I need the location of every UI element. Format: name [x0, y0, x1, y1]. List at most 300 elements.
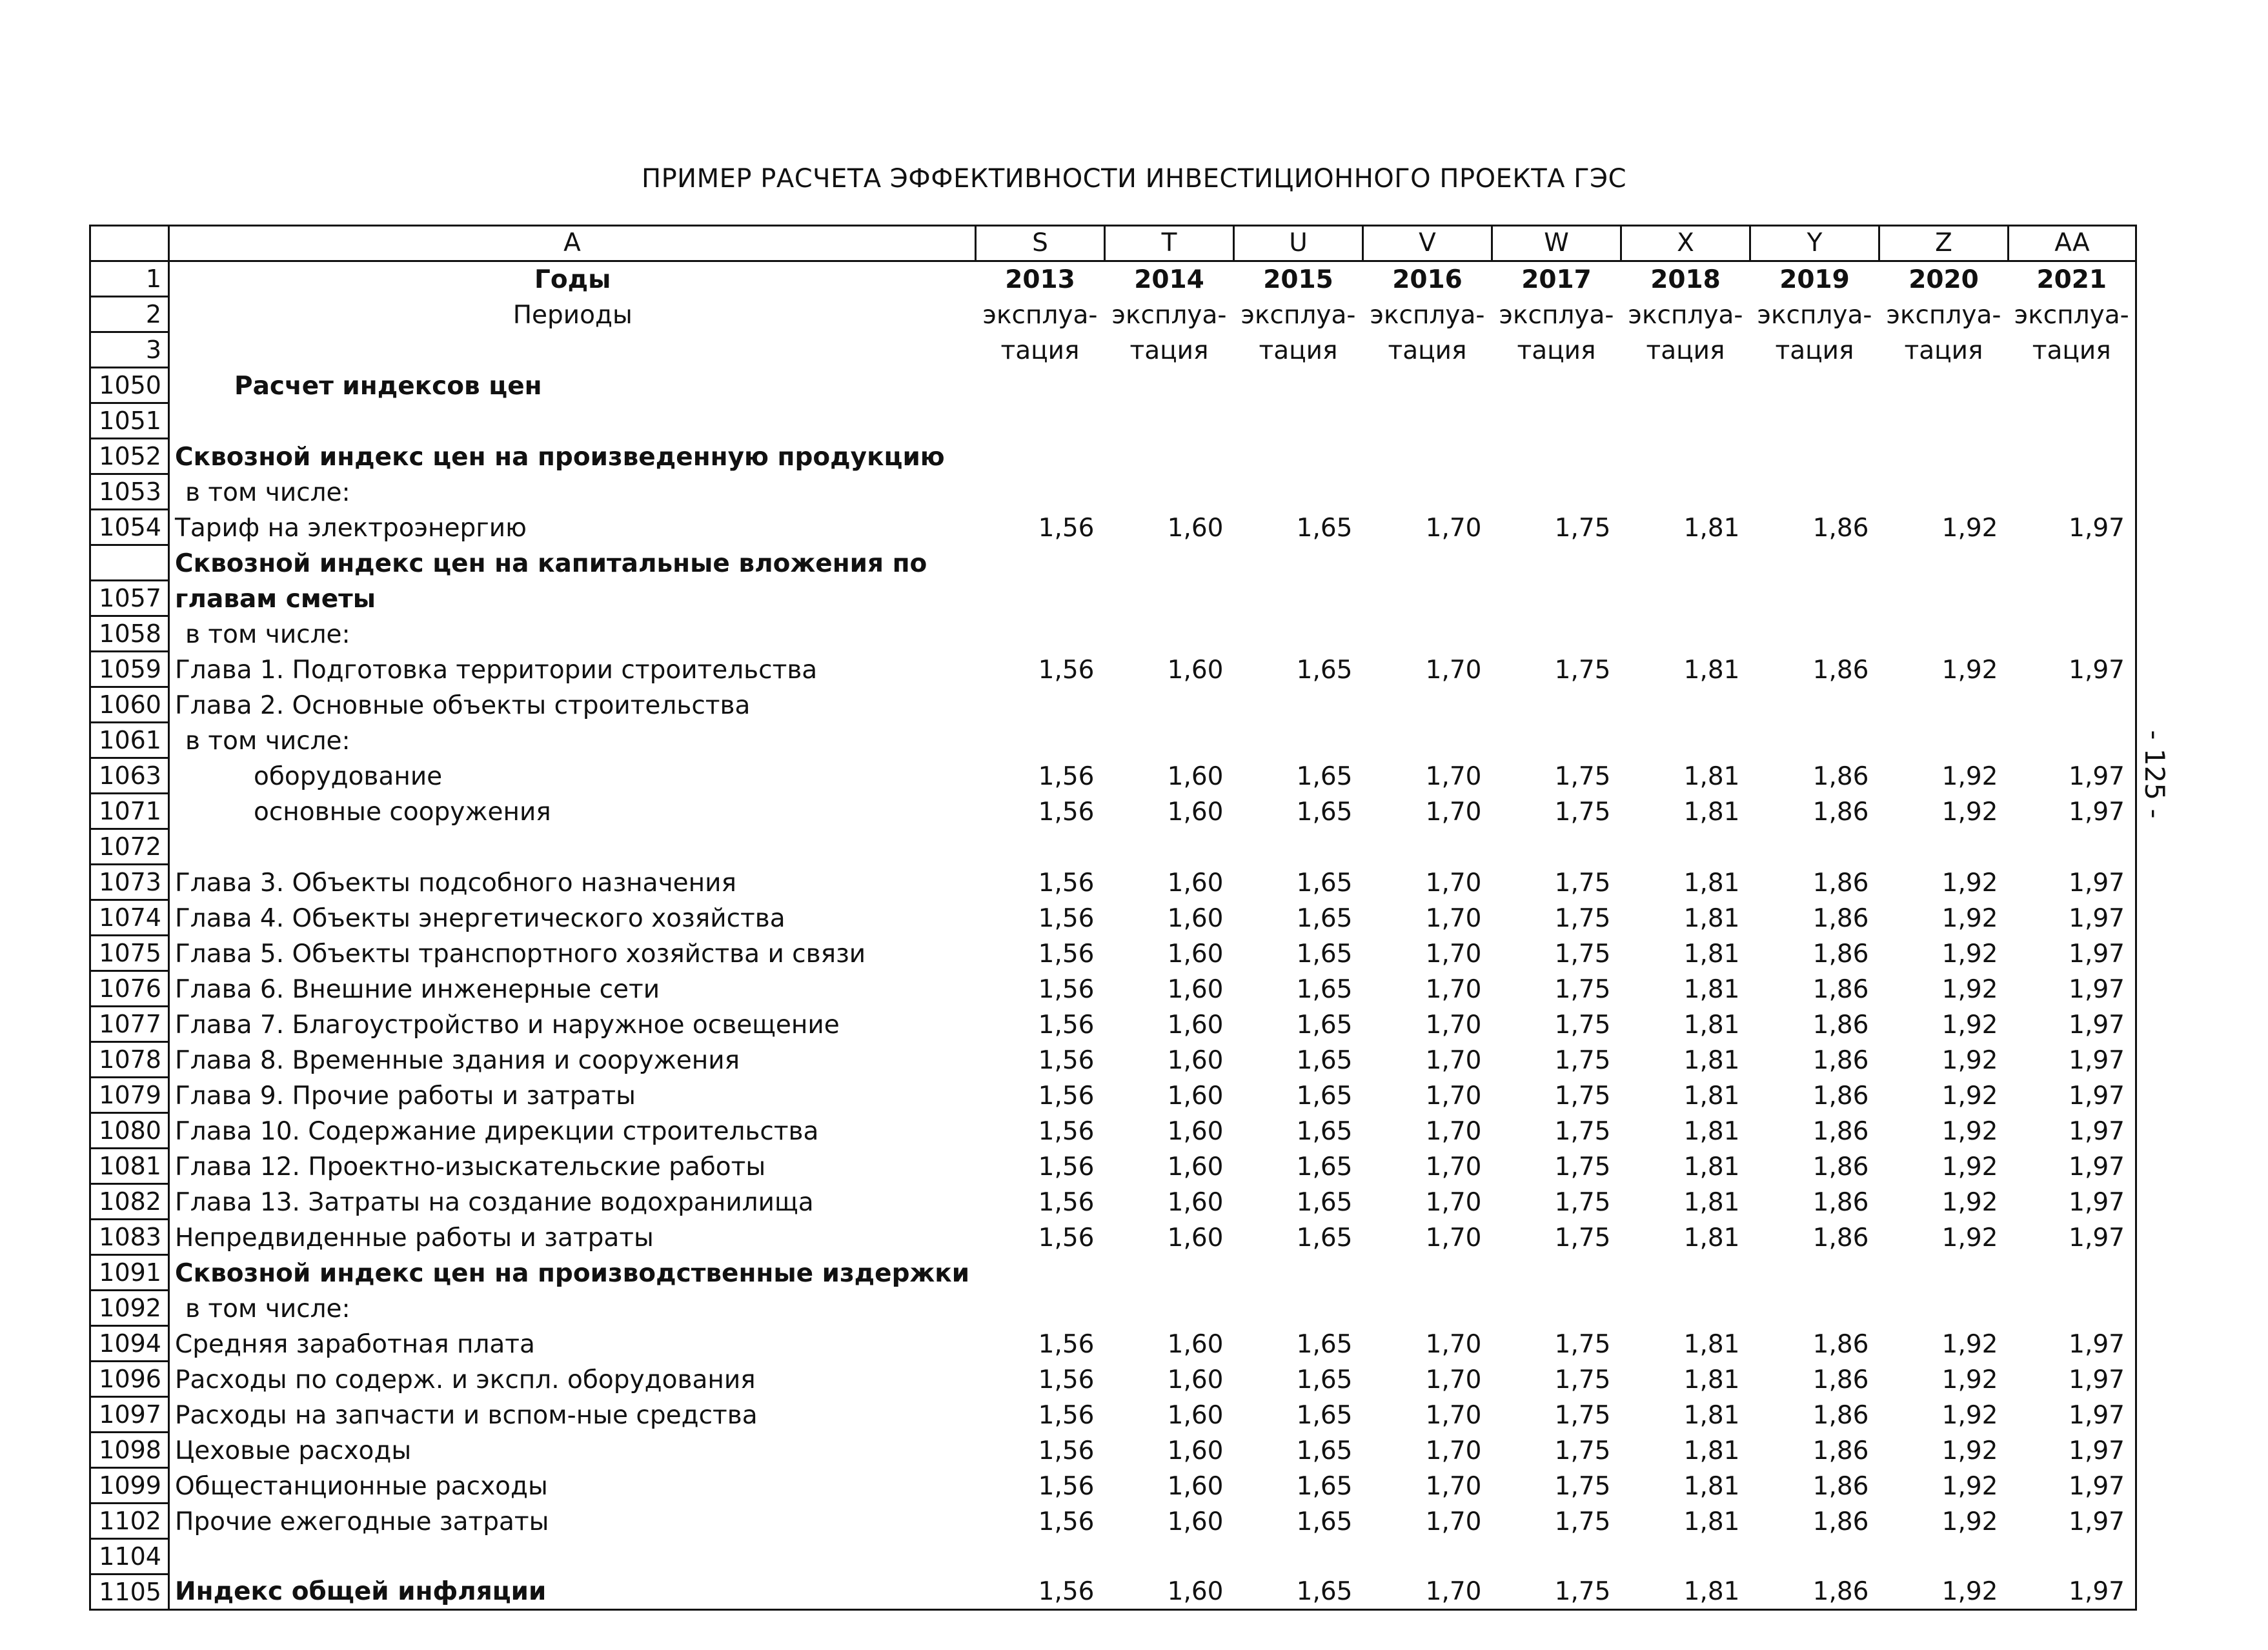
row-number [90, 545, 169, 581]
value-cell [2009, 474, 2136, 510]
value-cell [1363, 687, 1492, 723]
value-cell [1879, 1539, 2009, 1575]
value-cell [2009, 616, 2136, 652]
period-cell: эксплуа- [2009, 297, 2136, 332]
row-label: Глава 4. Объекты энергетического хозяйства [169, 900, 976, 936]
value-cell: 1,70 [1425, 939, 1482, 969]
years-row [90, 261, 2136, 297]
value-cell [1492, 687, 1621, 723]
period-cell: эксплуа- [1757, 300, 1872, 330]
value-cell: 1,81 [1683, 939, 1740, 969]
value-cell: 1,92 [1941, 1365, 1998, 1394]
row-label: Глава 13. Затраты на создание водохранилища [169, 1184, 976, 1220]
value-cell: 1,86 [1812, 868, 1869, 898]
value-cell: 1,70 [1425, 1507, 1482, 1536]
value-cell [1492, 1291, 1621, 1326]
value-cell: 1,97 [2009, 1433, 2136, 1468]
row-number: 1075 [90, 936, 169, 971]
value-cell: 1,86 [1812, 939, 1869, 969]
value-cell: 1,81 [1683, 1045, 1740, 1075]
value-cell: 1,75 [1554, 1081, 1611, 1111]
value-cell: 1,75 [1554, 1116, 1611, 1146]
value-cell: 1,65 [1296, 939, 1353, 969]
value-cell [1750, 723, 1879, 758]
value-cell: 1,86 [1812, 1152, 1869, 1182]
page-number: - 125 - [2139, 730, 2171, 819]
value-cell: 1,97 [2009, 865, 2136, 900]
period-cell: тация [2009, 332, 2136, 368]
value-cell: 1,97 [2009, 1397, 2136, 1433]
value-cell: 1,65 [1296, 1365, 1353, 1394]
value-cell: 1,97 [2009, 1504, 2136, 1539]
value-cell [1105, 616, 1234, 652]
period-cell: тация [1388, 336, 1467, 365]
value-cell: 1,65 [1296, 1081, 1353, 1111]
year-cell: 2020 [1909, 265, 1979, 294]
row-number: 1063 [90, 758, 169, 794]
row-label: Сквозной индекс цен на произведенную продукцию [169, 439, 976, 474]
row-number: 1052 [90, 439, 169, 474]
value-cell [1492, 1255, 1621, 1291]
value-cell: 1,92 [1941, 1010, 1998, 1040]
value-cell: 1,92 [1941, 1471, 1998, 1501]
value-cell: 1,81 [1683, 1507, 1740, 1536]
row-label: в том числе: [169, 723, 976, 758]
value-cell: 1,86 [1812, 974, 1869, 1004]
row-label: Глава 10. Содержание дирекции строительства [169, 1113, 976, 1149]
value-cell: 1,97 [2009, 1362, 2136, 1397]
value-cell: 1,92 [1941, 1329, 1998, 1359]
value-cell [1750, 545, 1879, 581]
value-cell: 1,70 [1425, 1116, 1482, 1146]
row-label: Сквозной индекс цен на капитальные вложения по [169, 545, 976, 581]
table-row [90, 1042, 2136, 1078]
value-cell: 1,92 [1941, 1223, 1998, 1253]
value-cell: 1,60 [1167, 797, 1224, 827]
value-cell [1879, 1255, 2009, 1291]
row-label: Глава 12. Проектно-изыскательские работы [169, 1149, 976, 1184]
value-cell [1363, 439, 1492, 474]
value-cell [1234, 368, 1363, 403]
table-row [90, 510, 2136, 545]
column-letter: X [1621, 226, 1750, 261]
column-letter: V [1363, 226, 1492, 261]
value-cell [2009, 1539, 2136, 1575]
value-cell [1621, 474, 1750, 510]
value-cell: 1,56 [1038, 903, 1095, 933]
value-cell [1879, 545, 2009, 581]
value-cell: 1,86 [1812, 655, 1869, 685]
value-cell [1363, 581, 1492, 616]
value-cell [1363, 403, 1492, 439]
value-cell: 1,86 [1812, 1507, 1869, 1536]
value-cell: 1,65 [1296, 761, 1353, 791]
value-cell: 1,70 [1425, 655, 1482, 685]
row-label: в том числе: [169, 1291, 976, 1326]
value-cell [1621, 403, 1750, 439]
value-cell: 1,56 [1038, 1010, 1095, 1040]
table-row [90, 1433, 2136, 1468]
value-cell [1363, 1291, 1492, 1326]
row-label: Расходы на запчасти и вспом-ные средства [169, 1397, 976, 1433]
value-cell [1750, 616, 1879, 652]
value-cell: 1,97 [2009, 652, 2136, 687]
value-cell: 1,65 [1296, 1223, 1353, 1253]
row-number: 1054 [90, 510, 169, 545]
row-number: 1050 [90, 368, 169, 403]
value-cell: 1,97 [2009, 936, 2136, 971]
value-cell [1105, 1539, 1234, 1575]
value-cell: 1,86 [1750, 1575, 1879, 1610]
row-number: 1104 [90, 1539, 169, 1575]
value-cell [1621, 616, 1750, 652]
row-number: 1076 [90, 971, 169, 1007]
value-cell: 1,56 [1038, 1116, 1095, 1146]
value-cell: 1,97 [2009, 1468, 2136, 1504]
row-label: Глава 7. Благоустройство и наружное освещение [169, 1007, 976, 1042]
value-cell: 1,81 [1683, 1116, 1740, 1146]
table-row [90, 865, 2136, 900]
value-cell: 1,81 [1683, 974, 1740, 1004]
table-row [90, 900, 2136, 936]
value-cell: 1,75 [1554, 1010, 1611, 1040]
value-cell: 1,56 [1038, 939, 1095, 969]
period-cell: тация [1775, 336, 1854, 365]
value-cell: 1,92 [1941, 655, 1998, 685]
value-cell: 1,60 [1167, 1507, 1224, 1536]
value-cell [976, 545, 1105, 581]
value-cell [1234, 687, 1363, 723]
period-cell: тация [1259, 336, 1338, 365]
value-cell: 1,70 [1425, 974, 1482, 1004]
value-cell: 1,92 [1941, 939, 1998, 969]
value-cell [1363, 1539, 1492, 1575]
value-cell: 1,97 [2009, 1184, 2136, 1220]
table-row [90, 581, 2136, 616]
value-cell [1750, 687, 1879, 723]
table-row [90, 1149, 2136, 1184]
value-cell: 1,81 [1683, 513, 1740, 543]
value-cell [1234, 581, 1363, 616]
value-cell: 1,92 [1941, 1187, 1998, 1217]
row-label: Глава 3. Объекты подсобного назначения [169, 865, 976, 900]
row-label: основные сооружения [169, 794, 976, 829]
row-number: 1057 [90, 581, 169, 616]
value-cell [1750, 1255, 1879, 1291]
value-cell [1621, 439, 1750, 474]
row-number: 1091 [90, 1255, 169, 1291]
value-cell: 1,86 [1812, 797, 1869, 827]
value-cell [1621, 581, 1750, 616]
value-cell: 1,60 [1167, 1400, 1224, 1430]
row-label [169, 403, 976, 439]
value-cell: 1,75 [1554, 513, 1611, 543]
value-cell: 1,75 [1554, 974, 1611, 1004]
value-cell [1621, 829, 1750, 865]
value-cell [976, 1255, 1105, 1291]
value-cell: 1,75 [1554, 1152, 1611, 1182]
value-cell [2009, 829, 2136, 865]
row-number: 1102 [90, 1504, 169, 1539]
row-label: Тариф на электроэнергию [169, 510, 976, 545]
value-cell: 1,70 [1425, 1152, 1482, 1182]
row-number: 1071 [90, 794, 169, 829]
corner-cell [90, 226, 169, 261]
row-number: 1077 [90, 1007, 169, 1042]
value-cell [1234, 1539, 1363, 1575]
value-cell: 1,97 [2009, 971, 2136, 1007]
value-cell [1492, 581, 1621, 616]
value-cell: 1,75 [1554, 1045, 1611, 1075]
value-cell [2009, 581, 2136, 616]
value-cell [1621, 687, 1750, 723]
value-cell: 1,56 [1038, 513, 1095, 543]
value-cell [1621, 1291, 1750, 1326]
value-cell [1492, 403, 1621, 439]
value-cell [1234, 829, 1363, 865]
value-cell: 1,60 [1167, 761, 1224, 791]
value-cell [1879, 829, 2009, 865]
table-row [90, 1184, 2136, 1220]
value-cell: 1,81 [1683, 1400, 1740, 1430]
value-cell: 1,81 [1683, 1471, 1740, 1501]
value-cell: 1,75 [1554, 1507, 1611, 1536]
value-cell: 1,86 [1812, 1116, 1869, 1146]
value-cell: 1,86 [1812, 1329, 1869, 1359]
value-cell: 1,86 [1812, 1045, 1869, 1075]
value-cell: 1,70 [1425, 1400, 1482, 1430]
row-label: Общестанционные расходы [169, 1468, 976, 1504]
value-cell: 1,65 [1296, 1329, 1353, 1359]
table-row [90, 971, 2136, 1007]
value-cell: 1,86 [1812, 1010, 1869, 1040]
value-cell [1879, 1291, 2009, 1326]
year-cell: 2014 [1134, 265, 1204, 294]
value-cell: 1,56 [1038, 655, 1095, 685]
value-cell: 1,92 [1941, 513, 1998, 543]
table-row [90, 1113, 2136, 1149]
column-letter: U [1234, 226, 1363, 261]
row-label: Глава 2. Основные объекты строительства [169, 687, 976, 723]
row-number: 1080 [90, 1113, 169, 1149]
value-cell [1363, 1255, 1492, 1291]
value-cell: 1,75 [1554, 1436, 1611, 1465]
period-cell: эксплуа- [1111, 300, 1227, 330]
table-row [90, 1078, 2136, 1113]
value-cell: 1,60 [1167, 1187, 1224, 1217]
row-label: Непредвиденные работы и затраты [169, 1220, 976, 1255]
value-cell [1621, 368, 1750, 403]
row-label: Глава 9. Прочие работы и затраты [169, 1078, 976, 1113]
value-cell: 1,75 [1554, 868, 1611, 898]
value-cell: 1,60 [1105, 1575, 1234, 1610]
value-cell: 1,97 [2009, 1575, 2136, 1610]
value-cell: 1,60 [1167, 513, 1224, 543]
table-row [90, 652, 2136, 687]
value-cell [1363, 545, 1492, 581]
value-cell [2009, 439, 2136, 474]
row-number: 1078 [90, 1042, 169, 1078]
value-cell [1234, 439, 1363, 474]
value-cell: 1,65 [1296, 1152, 1353, 1182]
value-cell: 1,86 [1812, 513, 1869, 543]
row-number: 1082 [90, 1184, 169, 1220]
value-cell: 1,65 [1296, 1116, 1353, 1146]
value-cell: 1,75 [1554, 797, 1611, 827]
row-number: 1072 [90, 829, 169, 865]
row-number: 1053 [90, 474, 169, 510]
year-cell: 2021 [2009, 261, 2136, 297]
value-cell [976, 403, 1105, 439]
value-cell: 1,70 [1425, 513, 1482, 543]
value-cell: 1,70 [1425, 1436, 1482, 1465]
row-number: 1060 [90, 687, 169, 723]
value-cell: 1,86 [1812, 903, 1869, 933]
value-cell: 1,75 [1554, 1223, 1611, 1253]
value-cell: 1,81 [1683, 655, 1740, 685]
value-cell: 1,81 [1683, 903, 1740, 933]
value-cell [1492, 723, 1621, 758]
table-row [90, 1326, 2136, 1362]
value-cell: 1,75 [1554, 1400, 1611, 1430]
value-cell: 1,92 [1941, 761, 1998, 791]
row-label: главам сметы [169, 581, 976, 616]
period-cell: эксплуа- [1240, 300, 1356, 330]
value-cell: 1,56 [1038, 1223, 1095, 1253]
value-cell: 1,56 [1038, 974, 1095, 1004]
document-title: ПРИМЕР РАСЧЕТА ЭФФЕКТИВНОСТИ ИНВЕСТИЦИОННОГО ПРОЕКТА ГЭС [641, 164, 1626, 194]
value-cell: 1,97 [2009, 1220, 2136, 1255]
table-row [90, 1539, 2136, 1575]
value-cell: 1,60 [1167, 974, 1224, 1004]
table-row [90, 758, 2136, 794]
period-cell: эксплуа- [1628, 300, 1743, 330]
value-cell: 1,92 [1941, 1507, 1998, 1536]
value-cell [1363, 723, 1492, 758]
row-number: 1099 [90, 1468, 169, 1504]
value-cell: 1,56 [1038, 1152, 1095, 1182]
value-cell: 1,81 [1683, 1010, 1740, 1040]
value-cell: 1,60 [1167, 1471, 1224, 1501]
value-cell: 1,81 [1683, 797, 1740, 827]
row-number: 1058 [90, 616, 169, 652]
value-cell [2009, 545, 2136, 581]
row-label: в том числе: [169, 616, 976, 652]
value-cell: 1,60 [1167, 1329, 1224, 1359]
value-cell: 1,75 [1492, 1575, 1621, 1610]
row-label: Цеховые расходы [169, 1433, 976, 1468]
value-cell [1492, 616, 1621, 652]
value-cell: 1,81 [1683, 1365, 1740, 1394]
price-index-table [89, 225, 2137, 1611]
column-letter: W [1492, 226, 1621, 261]
row-label: Глава 5. Объекты транспортного хозяйства и связи [169, 936, 976, 971]
value-cell: 1,75 [1554, 1471, 1611, 1501]
table-row [90, 403, 2136, 439]
value-cell: 1,97 [2009, 758, 2136, 794]
table-row [90, 829, 2136, 865]
row-number: 1073 [90, 865, 169, 900]
table-row [90, 1504, 2136, 1539]
period-cell: тация [1517, 336, 1596, 365]
value-cell: 1,86 [1812, 1081, 1869, 1111]
value-cell: 1,70 [1425, 1187, 1482, 1217]
value-cell [2009, 403, 2136, 439]
value-cell: 1,81 [1683, 1223, 1740, 1253]
period-cell: тация [1646, 336, 1725, 365]
row-number: 1096 [90, 1362, 169, 1397]
row-number: 1061 [90, 723, 169, 758]
value-cell: 1,56 [1038, 868, 1095, 898]
value-cell [1105, 829, 1234, 865]
value-cell: 1,70 [1425, 1081, 1482, 1111]
value-cell [1621, 723, 1750, 758]
value-cell: 1,56 [1038, 761, 1095, 791]
period-cell: эксплуа- [1370, 300, 1485, 330]
row-label: Сквозной индекс цен на производственные издержки [169, 1255, 976, 1291]
value-cell: 1,92 [1879, 1575, 2009, 1610]
row-number: 1083 [90, 1220, 169, 1255]
value-cell: 1,65 [1296, 1010, 1353, 1040]
value-cell: 1,56 [976, 1575, 1105, 1610]
value-cell: 1,81 [1683, 1329, 1740, 1359]
value-cell: 1,75 [1554, 761, 1611, 791]
period-cell: тация [1000, 336, 1080, 365]
value-cell [1750, 829, 1879, 865]
period-cell: эксплуа- [1886, 300, 2001, 330]
value-cell: 1,70 [1425, 1365, 1482, 1394]
column-letter-row [90, 226, 2136, 261]
value-cell: 1,92 [1941, 797, 1998, 827]
column-letter: T [1105, 226, 1234, 261]
value-cell: 1,65 [1296, 1187, 1353, 1217]
value-cell: 1,97 [2009, 1007, 2136, 1042]
value-cell [1234, 403, 1363, 439]
value-cell [976, 616, 1105, 652]
value-cell [976, 581, 1105, 616]
value-cell: 1,86 [1812, 1365, 1869, 1394]
value-cell: 1,60 [1167, 1365, 1224, 1394]
row-number: 1105 [90, 1575, 169, 1610]
row-label [169, 829, 976, 865]
value-cell [1492, 368, 1621, 403]
value-cell: 1,60 [1167, 1152, 1224, 1182]
year-cell: 2019 [1779, 265, 1850, 294]
period-cell: эксплуа- [982, 300, 1098, 330]
table-row [90, 687, 2136, 723]
value-cell: 1,70 [1425, 1329, 1482, 1359]
table-row [90, 616, 2136, 652]
value-cell: 1,97 [2009, 1113, 2136, 1149]
column-letter: Z [1879, 226, 2009, 261]
value-cell: 1,97 [2009, 794, 2136, 829]
value-cell: 1,75 [1554, 903, 1611, 933]
row-label: Глава 8. Временные здания и сооружения [169, 1042, 976, 1078]
periods-row-cont [90, 332, 2136, 368]
value-cell: 1,97 [2009, 1149, 2136, 1184]
value-cell: 1,70 [1425, 1010, 1482, 1040]
value-cell: 1,65 [1296, 903, 1353, 933]
row-number: 1 [90, 261, 169, 297]
value-cell: 1,86 [1812, 1400, 1869, 1430]
value-cell [2009, 687, 2136, 723]
value-cell: 1,92 [1941, 1116, 1998, 1146]
value-cell: 1,75 [1554, 655, 1611, 685]
value-cell: 1,60 [1167, 1045, 1224, 1075]
table-row [90, 545, 2136, 581]
value-cell: 1,92 [1941, 1436, 1998, 1465]
row-number: 2 [90, 297, 169, 332]
